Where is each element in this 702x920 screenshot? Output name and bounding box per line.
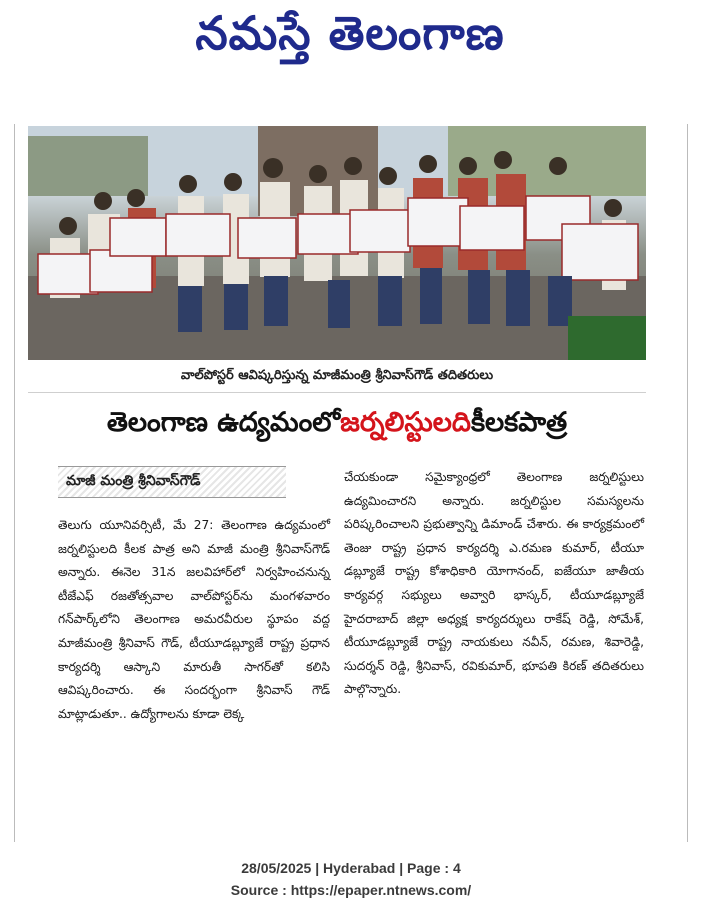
masthead-logo: నమస్తే తెలంగాణ [195, 6, 505, 60]
article-column-left [58, 514, 330, 726]
article-column-right [344, 466, 644, 702]
headline-part1: తెలంగాణ ఉద్యమంలో [106, 407, 341, 438]
footer-source-link[interactable]: Source : https://epaper.ntnews.com/ [230, 882, 472, 898]
headline-accent: జర్నలిస్టులది [340, 407, 471, 438]
photo-caption: వాల్‌పోస్టర్ ఆవిష్కరిస్తున్న మాజీమంత్రి శ్రీనివాస్‌గౌడ్ తదితరులు [28, 362, 646, 393]
footer-date-line: 28/05/2025 | Hyderabad | Page : 4 [241, 860, 461, 876]
news-photo [28, 126, 646, 360]
headline-part3: కీలకపాత్ర [470, 407, 568, 438]
byline: మాజీ మంత్రి శ్రీనివాస్‌గౌడ్ [58, 466, 286, 498]
photo-illustration [28, 126, 646, 360]
headline [28, 398, 646, 454]
article-text-left: తెలుగు యూనివర్సిటీ, మే 27: తెలంగాణ ఉద్యమంలో జర్నలిస్టులది కీలక పాత్ర అని మాజీ మంత్రి శ్రీనివాస్‌గౌడ్ అన్నారు. ఈనెల 31న జలవిహార్‌లో నిర్వహించనున్న టీజేఎఫ్ రజతోత్సవాల వాల్‌పోస్టర్‌ను మంగళవారం గన్‌పార్క్‌లోని తెలంగాణ అమరవీరుల స్థూపం వద్ద మాజీమంత్రి శ్రీనివాస్ గౌడ్, టీయూడబ్ల్యూజే రాష్ట్ర ప్రధాన కార్యదర్శి ఆస్కాని మారుతీ సాగర్‌తో కలిసి ఆవిష్కరించారు. ఈ సందర్భంగా శ్రీనివాస్ గౌడ్ మాట్లాడుతూ.. ఉద్యోగాలను కూడా లెక్క [58, 518, 330, 721]
article-text-right: చేయకుండా సమైక్యాంధ్రలో తెలంగాణ జర్నలిస్టులు ఉద్యమించారని అన్నారు. జర్నలిస్టుల సమస్యలను పరిష్కరించాలని ప్రభుత్వాన్ని డిమాండ్ చేశారు. ఈ కార్యక్రమంలో తెంజు రాష్ట్ర ప్రధాన కార్యదర్శి ఎ.రమణ కుమార్, టీయూ డబ్ల్యూజే రాష్ట్ర కోశాధికారి యోగానంద్, ఐజేయూ జాతీయ కార్యవర్గ సభ్యులు అవ్వారి భాస్కర్, టీయూడబ్ల్యూజే హైదరాబాద్ జిల్లా అధ్యక్ష కార్యదర్శులు రాకేష్ రెడ్డి, సోమేశ్, టీయూడబ్ల్యూజే రాష్ట్ర నాయకులు నవీన్, రమణ, శివారెడ్డి, సుదర్శన్ రెడ్డి, శ్రీనివాస్, రవికుమార్, భూపతి కిరణ్ తదితరులు పాల్గొన్నారు. [344, 470, 644, 697]
